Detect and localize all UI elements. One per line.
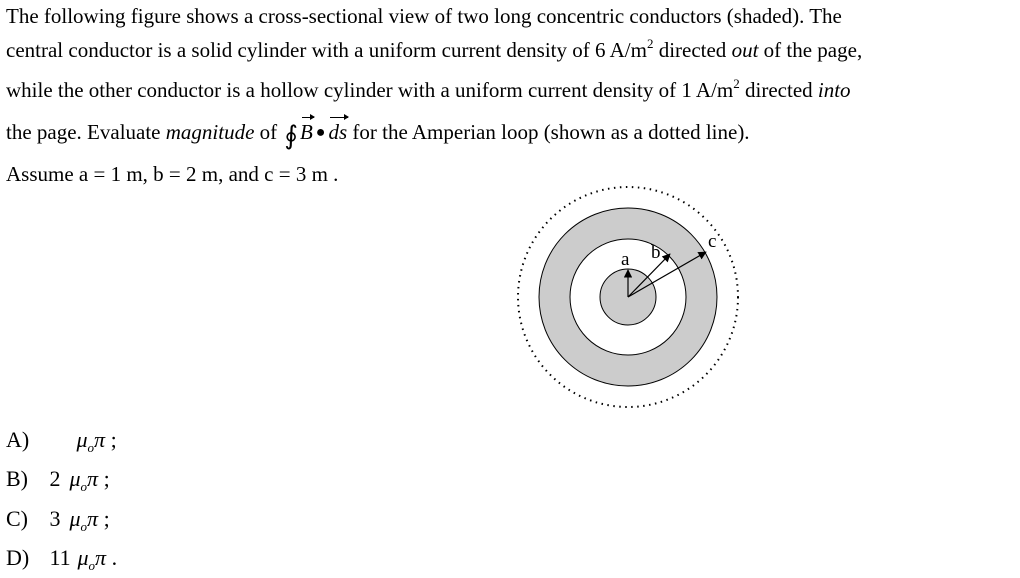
choice-b[interactable] [6,466,110,492]
dot-product-icon: ● [315,124,326,141]
vector-ds: ds [328,120,348,144]
mu-subscript: o [88,558,96,573]
choice-coefficient: 2 [49,466,61,491]
question-text: the page. Evaluate [6,120,166,144]
direction-out: out [731,38,759,62]
label-b: b [651,242,661,263]
emphasis-magnitude: magnitude [165,120,255,144]
pi-symbol: π [87,506,99,531]
contour-integral-icon: ∮ [284,121,298,150]
choice-punct: . [106,545,118,570]
choice-letter: B) [6,466,28,491]
current-density-outer: 1 A/m [681,78,734,102]
question-line-2: central conductor is a solid cylinder with a uniform current density of 6 $A/m^2$ directed out of the page, [6,36,863,62]
choice-coefficient: 3 [49,506,61,531]
question-text: The following figure shows a cross-sectional view of two long concentric conductors (shaded). The [6,4,842,28]
choice-coefficient: 11 [49,545,71,570]
choice-punct: ; [98,506,110,531]
choice-letter: C) [6,506,28,531]
mu-symbol: μ [69,466,81,491]
question-text: central conductor is a solid cylinder with a uniform current density of [6,38,595,62]
question-text: directed [653,38,732,62]
label-a: a [621,249,630,270]
choice-punct: ; [98,466,110,491]
choice-letter: D) [6,545,30,570]
label-c: c [708,231,717,252]
pi-symbol: π [95,545,107,570]
current-density-inner: 6 A/m [595,38,647,62]
mu-subscript: o [87,440,95,455]
pi-symbol: π [87,466,99,491]
question-text: of [254,120,283,144]
mu-symbol: μ [77,545,89,570]
choice-a[interactable] [6,427,117,453]
mu-subscript: o [80,519,88,534]
question-text: directed [739,78,818,102]
vector-b: B [299,120,313,144]
mu-symbol: μ [76,427,88,452]
pi-symbol: π [94,427,106,452]
choice-punct: ; [105,427,117,452]
choice-d[interactable] [6,545,117,571]
choice-letter: A) [6,427,30,452]
direction-into: into [817,78,851,102]
mu-subscript: o [80,479,88,494]
mu-symbol: μ [69,506,81,531]
choice-c[interactable] [6,506,110,532]
question-line-3: while the other conductor is a hollow cylinder with a uniform current density of 1 $A/m^2$ directed into [6,76,851,102]
question-text: for the Amperian loop (shown as a dotted line). [347,120,750,144]
question-text: of the page, [758,38,863,62]
question-text: while the other conductor is a hollow cylinder with a uniform current density of [6,78,682,102]
assumption-text: Assume a = 1 m, b = 2 m, and c = 3 m . [6,162,339,186]
